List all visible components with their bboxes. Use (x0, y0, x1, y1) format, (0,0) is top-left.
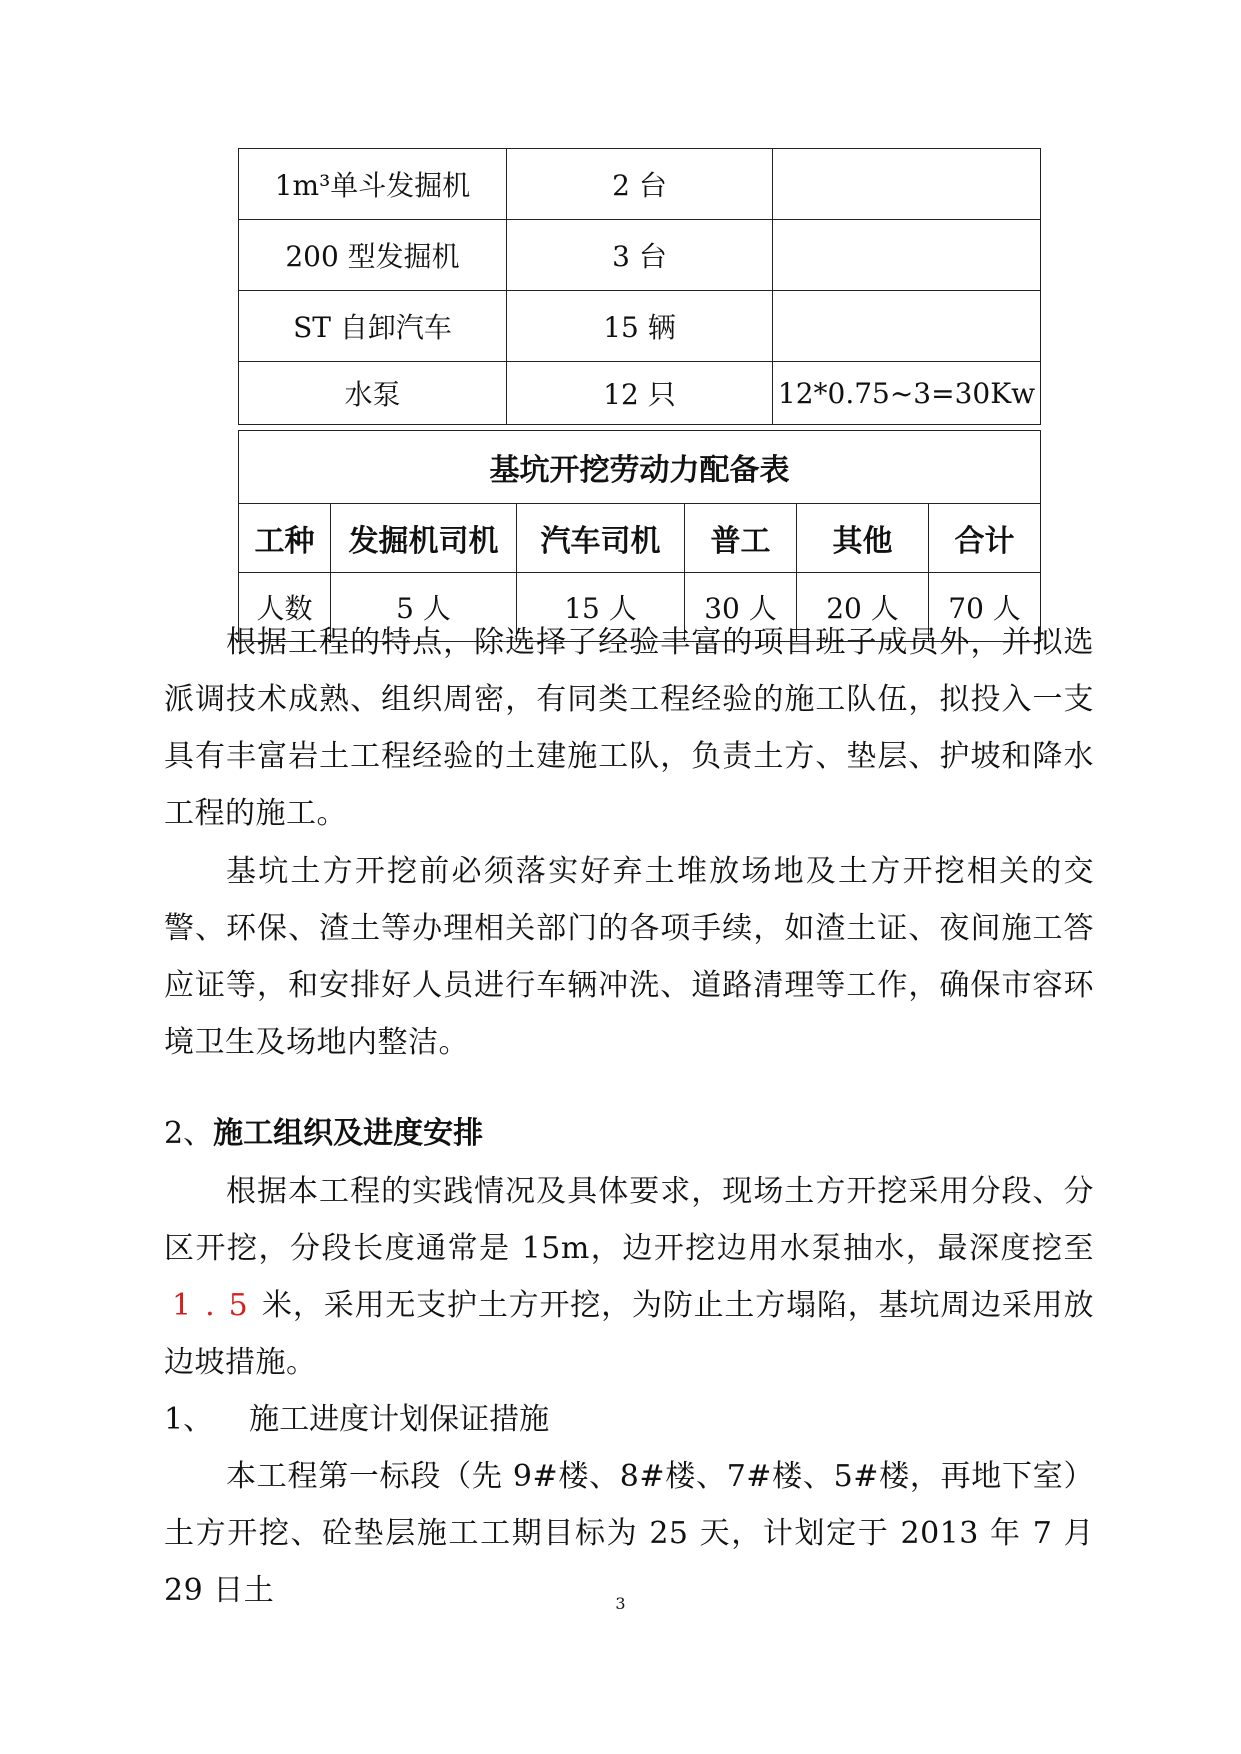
equipment-name: ST 自卸汽车 (239, 291, 507, 362)
depth-value: 1.5 (172, 1288, 262, 1323)
paragraph-text: 根据本工程的实践情况及具体要求，现场土方开挖采用分段、分区开挖，分段长度通常是 15m，边开挖边用水泵抽水，最深度挖至 (164, 1174, 1094, 1266)
equipment-qty: 2 台 (507, 149, 773, 220)
column-header: 其他 (797, 504, 929, 573)
paragraph-permits: 基坑土方开挖前必须落实好弃土堆放场地及土方开挖相关的交警、环保、渣土等办理相关部门的各项手续，如渣土证、夜间施工答应证等，和安排好人员进行车辆冲洗、道路清理等工作，确保市容环境卫生及场地内整洁。 (164, 854, 1094, 1060)
paragraph-schedule: 本工程第一标段（先 9#楼、8#楼、7#楼、5#楼，再地下室）土方开挖、砼垫层施工工期目标为 25 天，计划定于 2013 年 7 月 29 日土 (164, 1459, 1094, 1608)
equipment-note (773, 220, 1041, 291)
equipment-name: 水泵 (239, 362, 507, 425)
section-number: 2、 (164, 1116, 214, 1151)
equipment-qty: 12 只 (507, 362, 773, 425)
paragraph-excavation (164, 1163, 1094, 1391)
paragraph-text: 米，采用无支护土方开挖，为防止土方塌陷，基坑周边采用放边坡措施。 (164, 1288, 1094, 1380)
equipment-note (773, 291, 1041, 362)
table-cell: 70 人 (929, 573, 1041, 642)
sub-heading-number: 1、 (164, 1402, 214, 1437)
sub-heading-title: 施工进度计划保证措施 (249, 1402, 550, 1437)
labor-table-title-row (239, 431, 1041, 504)
equipment-name: 1m³单斗发掘机 (239, 149, 507, 220)
table-cell: 20 人 (797, 573, 929, 642)
table-row (239, 149, 1041, 220)
labor-table (238, 430, 1041, 642)
table-cell: 30 人 (685, 573, 797, 642)
sub-heading (164, 1391, 549, 1448)
column-header: 工种 (239, 504, 331, 573)
labor-table-header-row (239, 504, 1041, 573)
table-cell: 15 人 (517, 573, 685, 642)
table-row (239, 220, 1041, 291)
labor-table-title: 基坑开挖劳动力配备表 (239, 431, 1041, 504)
column-header: 普工 (685, 504, 797, 573)
table-cell: 人数 (239, 573, 331, 642)
equipment-qty: 15 辆 (507, 291, 773, 362)
column-header: 汽车司机 (517, 504, 685, 573)
equipment-note: 12*0.75~3=30Kw (773, 362, 1041, 425)
section-title: 施工组织及进度安排 (213, 1116, 484, 1151)
paragraph-team: 根据工程的特点，除选择了经验丰富的项目班子成员外，并拟选派调技术成熟、组织周密，有同类工程经验的施工队伍，拟投入一支具有丰富岩土工程经验的土建施工队，负责土方、垫层、护坡和降水工程的施工。 (164, 625, 1094, 831)
column-header: 合计 (929, 504, 1041, 573)
table-cell: 5 人 (331, 573, 517, 642)
equipment-qty: 3 台 (507, 220, 773, 291)
equipment-table (238, 148, 1041, 425)
table-row (239, 362, 1041, 425)
section-heading (164, 1105, 483, 1162)
page-number: 3 (615, 1594, 626, 1613)
equipment-note (773, 149, 1041, 220)
column-header: 发掘机司机 (331, 504, 517, 573)
equipment-name: 200 型发掘机 (239, 220, 507, 291)
table-row (239, 291, 1041, 362)
